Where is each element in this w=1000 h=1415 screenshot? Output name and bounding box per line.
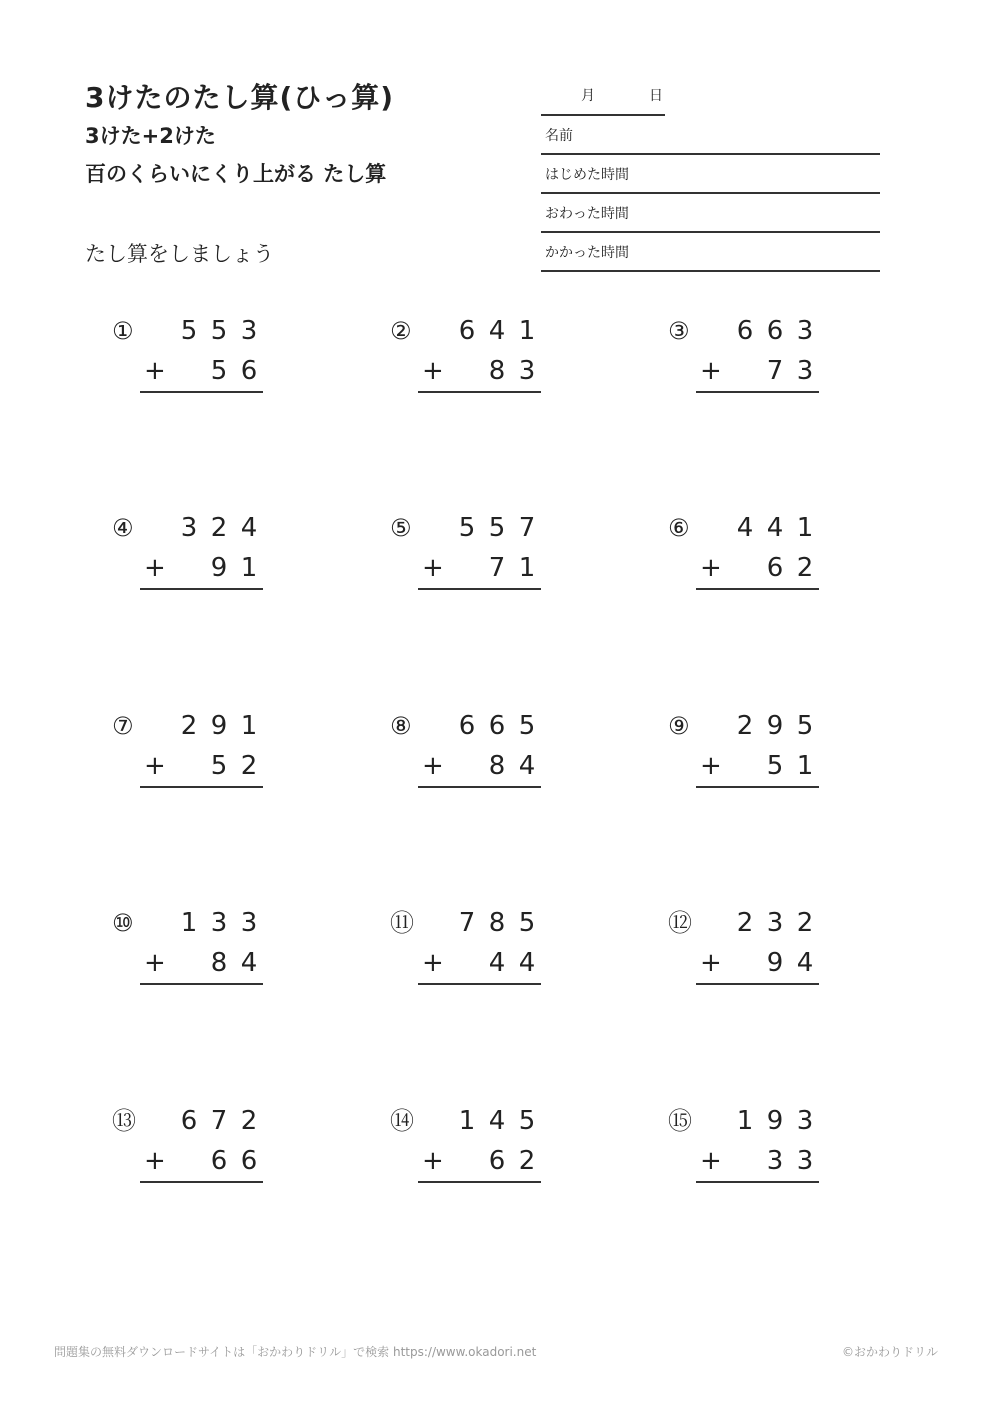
problem-number: ⑨ [668,712,690,740]
plus-sign: + [144,356,166,386]
addend-digit: 7 [488,553,506,583]
addend-digit: 6 [458,711,476,741]
addend-digit: 2 [518,1146,536,1176]
addend-digit: 3 [766,908,784,938]
answer-line[interactable] [696,588,819,590]
plus-sign: + [144,1146,166,1176]
addend-digit: 4 [240,513,258,543]
addend-digit: 1 [736,1106,754,1136]
addend-digit: 8 [488,908,506,938]
addend-digit: 1 [796,513,814,543]
problem-number: ⑦ [112,712,134,740]
end-time-label: おわった時間 [545,206,629,222]
problem-8 [390,709,570,789]
addend-digit: 3 [796,316,814,346]
addend-digit: 6 [488,711,506,741]
addend-digit: 8 [488,356,506,386]
addend-digit: 6 [240,1146,258,1176]
page-subtitle-2: 百のくらいにくり上がる たし算 [85,162,387,186]
addend-digit: 3 [240,316,258,346]
addend-digit: 4 [766,513,784,543]
addend-digit: 7 [518,513,536,543]
problem-number: ⑪ [390,909,414,937]
problem-number: ⑬ [112,1107,136,1135]
addend-digit: 2 [240,751,258,781]
start-time-label: はじめた時間 [545,167,629,183]
problem-number: ⑩ [112,909,134,937]
addend-digit: 2 [736,908,754,938]
name-label: 名前 [545,128,573,144]
addend-digit: 3 [240,908,258,938]
end-time-field[interactable] [541,193,880,233]
addend-digit: 5 [518,908,536,938]
addend-digit: 7 [458,908,476,938]
addend-digit: 4 [488,316,506,346]
problem-number: ③ [668,317,690,345]
addend-digit: 1 [796,751,814,781]
plus-sign: + [422,1146,444,1176]
problem-1 [112,314,292,394]
plus-sign: + [700,948,722,978]
page-subtitle: 3けた+2けた [85,124,216,148]
addend-digit: 1 [518,316,536,346]
answer-line[interactable] [696,1181,819,1183]
addend-digit: 3 [210,908,228,938]
addend-digit: 6 [180,1106,198,1136]
problem-number: ⑧ [390,712,412,740]
addend-digit: 2 [796,908,814,938]
answer-line[interactable] [418,588,541,590]
problem-number: ⑤ [390,514,412,542]
addend-digit: 1 [240,711,258,741]
answer-line[interactable] [140,1181,263,1183]
addend-digit: 6 [736,316,754,346]
addend-digit: 5 [210,316,228,346]
problem-number: ④ [112,514,134,542]
problem-number: ⑭ [390,1107,414,1135]
problem-7 [112,709,292,789]
addend-digit: 1 [458,1106,476,1136]
plus-sign: + [700,356,722,386]
addend-digit: 2 [240,1106,258,1136]
addend-digit: 4 [488,1106,506,1136]
addend-digit: 5 [796,711,814,741]
plus-sign: + [422,356,444,386]
addend-digit: 5 [210,751,228,781]
plus-sign: + [422,751,444,781]
addend-digit: 3 [796,356,814,386]
addend-digit: 1 [240,553,258,583]
footer-copyright: ©おかわりドリル [841,1345,938,1359]
answer-line[interactable] [696,786,819,788]
addend-digit: 3 [518,356,536,386]
plus-sign: + [700,553,722,583]
day-label: 日 [649,88,663,104]
addend-digit: 3 [796,1146,814,1176]
plus-sign: + [144,948,166,978]
answer-line[interactable] [140,391,263,393]
problem-number: ⑥ [668,514,690,542]
addend-digit: 9 [210,711,228,741]
addend-digit: 4 [240,948,258,978]
plus-sign: + [700,751,722,781]
problem-number: ⑫ [668,909,692,937]
problem-number: ② [390,317,412,345]
addend-digit: 6 [210,1146,228,1176]
problem-3 [668,314,848,394]
addend-digit: 9 [210,553,228,583]
answer-line[interactable] [140,983,263,985]
answer-line[interactable] [418,391,541,393]
answer-line[interactable] [418,1181,541,1183]
addend-digit: 1 [518,553,536,583]
addend-digit: 1 [180,908,198,938]
addend-digit: 6 [766,553,784,583]
addend-digit: 6 [488,1146,506,1176]
problem-9 [668,709,848,789]
addend-digit: 7 [766,356,784,386]
addend-digit: 5 [180,316,198,346]
addend-digit: 9 [766,1106,784,1136]
problem-14 [390,1104,570,1184]
start-time-field[interactable] [541,154,880,194]
problem-12 [668,906,848,986]
problem-6 [668,511,848,591]
addend-digit: 5 [458,513,476,543]
problem-5 [390,511,570,591]
addend-digit: 2 [210,513,228,543]
addend-digit: 3 [180,513,198,543]
addend-digit: 3 [796,1106,814,1136]
plus-sign: + [700,1146,722,1176]
addend-digit: 5 [210,356,228,386]
problem-11 [390,906,570,986]
addend-digit: 9 [766,711,784,741]
elapsed-time-label: かかった時間 [545,245,629,261]
addend-digit: 6 [240,356,258,386]
answer-line[interactable] [696,391,819,393]
problem-13 [112,1104,292,1184]
answer-line[interactable] [418,786,541,788]
addend-digit: 8 [210,948,228,978]
addend-digit: 5 [488,513,506,543]
addend-digit: 6 [458,316,476,346]
problem-10 [112,906,292,986]
problem-4 [112,511,292,591]
plus-sign: + [422,948,444,978]
answer-line[interactable] [418,983,541,985]
addend-digit: 7 [210,1106,228,1136]
addend-digit: 5 [518,1106,536,1136]
instruction-text: たし算をしましょう [85,242,274,266]
footer-source: 問題集の無料ダウンロードサイトは「おかわりドリル」で検索 https://www.okadori.net [54,1345,537,1359]
date-field[interactable] [541,84,665,116]
problem-number: ⑮ [668,1107,692,1135]
addend-digit: 4 [518,948,536,978]
addend-digit: 2 [796,553,814,583]
plus-sign: + [144,751,166,781]
addend-digit: 4 [736,513,754,543]
plus-sign: + [422,553,444,583]
addend-digit: 4 [488,948,506,978]
addend-digit: 8 [488,751,506,781]
page-title: 3けたのたし算(ひっ算) [85,81,395,114]
problem-number: ① [112,317,134,345]
answer-line[interactable] [140,786,263,788]
plus-sign: + [144,553,166,583]
month-label: 月 [581,88,595,104]
answer-line[interactable] [696,983,819,985]
addend-digit: 4 [518,751,536,781]
elapsed-time-field[interactable] [541,232,880,272]
problem-2 [390,314,570,394]
addend-digit: 5 [766,751,784,781]
answer-line[interactable] [140,588,263,590]
addend-digit: 5 [518,711,536,741]
addend-digit: 6 [766,316,784,346]
problem-15 [668,1104,848,1184]
addend-digit: 2 [180,711,198,741]
addend-digit: 4 [796,948,814,978]
addend-digit: 2 [736,711,754,741]
name-field[interactable] [541,115,880,155]
addend-digit: 9 [766,948,784,978]
addend-digit: 3 [766,1146,784,1176]
